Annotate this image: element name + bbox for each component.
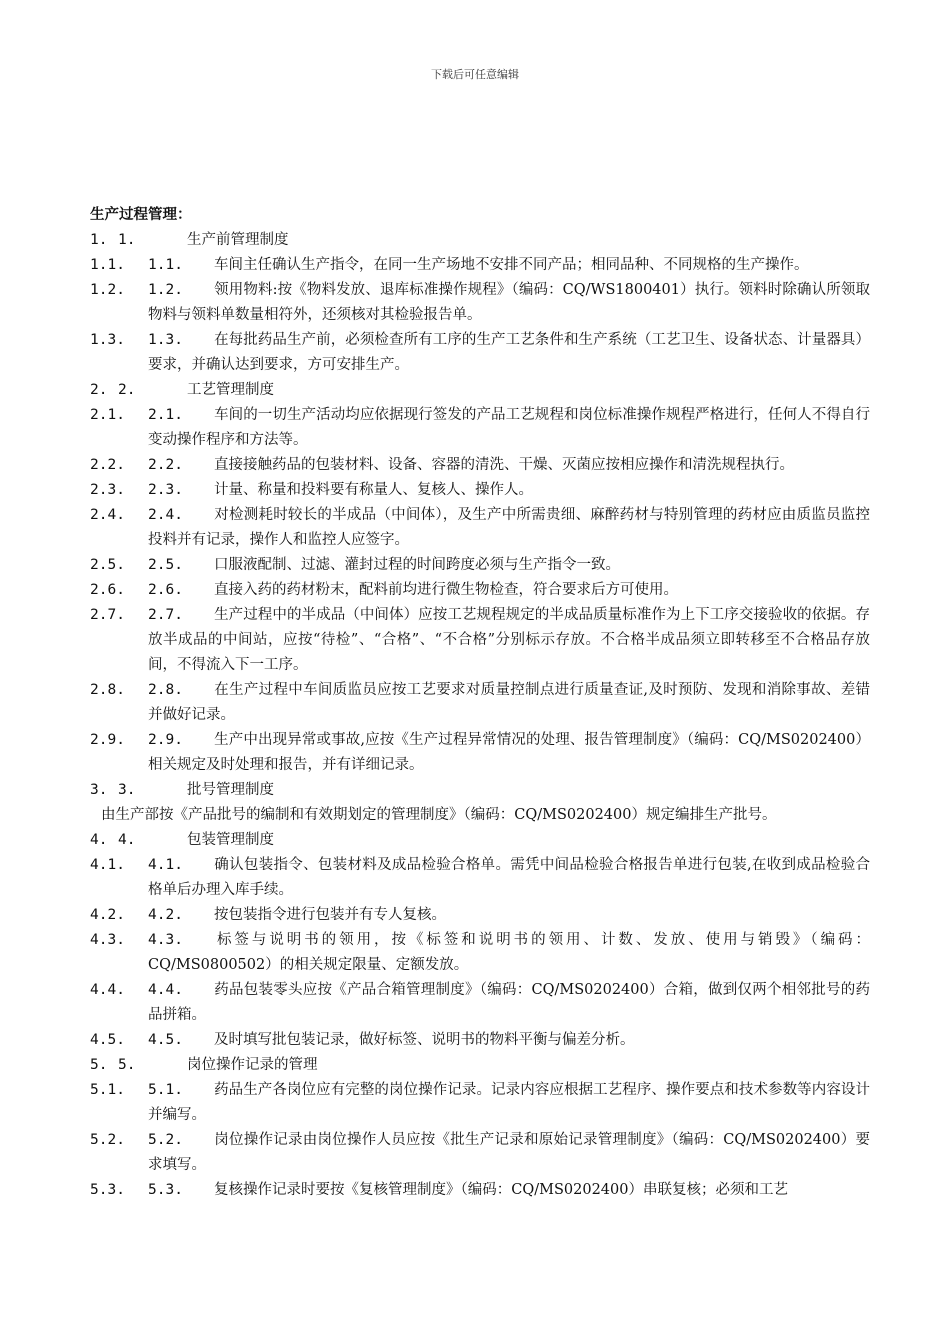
clause-item bbox=[90, 553, 870, 578]
section-number: 3. bbox=[90, 782, 108, 798]
clause-text: 药品生产各岗位应有完整的岗位操作记录。记录内容应根据工艺程序、操作要点和技术参数等内容设计并编写。 bbox=[148, 1082, 870, 1123]
clause-item bbox=[90, 503, 870, 553]
clause-number: 1.2. bbox=[90, 282, 125, 298]
clause-number-repeat: 1.2. bbox=[148, 282, 183, 298]
section-heading bbox=[90, 1053, 870, 1078]
clause-number-repeat: 1.1. bbox=[148, 257, 183, 273]
clause-number-repeat: 2.4. bbox=[148, 507, 183, 523]
clause-number: 5.1. bbox=[90, 1082, 125, 1098]
clause-number-repeat: 2.2. bbox=[148, 457, 183, 473]
clause-item bbox=[90, 978, 870, 1028]
clause-item bbox=[90, 578, 870, 603]
clause-text: 按包装指令进行包装并有专人复核。 bbox=[214, 907, 446, 923]
clause-number: 2.5. bbox=[90, 557, 125, 573]
section-number-repeat: 3. bbox=[118, 782, 136, 798]
page-header: 下载后可任意编辑 bbox=[431, 68, 519, 81]
section-number: 1. bbox=[90, 232, 108, 248]
clause-text: 在生产过程中车间质监员应按工艺要求对质量控制点进行质量查证,及时预防、发现和消除事故、差错并做好记录。 bbox=[148, 682, 870, 723]
clause-item bbox=[90, 1128, 870, 1178]
section-heading bbox=[90, 828, 870, 853]
clause-item bbox=[90, 603, 870, 678]
clause-number: 5.2. bbox=[90, 1132, 125, 1148]
clause-number: 2.1. bbox=[90, 407, 125, 423]
clause-item bbox=[90, 678, 870, 728]
clause-number: 4.5. bbox=[90, 1032, 125, 1048]
clause-number: 2.3. bbox=[90, 482, 125, 498]
clause-text: 确认包装指令、包装材料及成品检验合格单。需凭中间品检验合格报告单进行包装,在收到成品检验合格单后办理入库手续。 bbox=[148, 857, 870, 898]
clause-number: 2.9. bbox=[90, 732, 125, 748]
clause-number-repeat: 2.9. bbox=[148, 732, 183, 748]
clause-text: 领用物料:按《物料发放、退库标准操作规程》（编码：CQ/WS1800401）执行。领料时除确认所领取物料与领料单数量相符外，还须核对其检验报告单。 bbox=[148, 282, 870, 323]
clause-text: 生产过程中的半成品（中间体）应按工艺规程规定的半成品质量标准作为上下工序交接验收的依据。存放半成品的中间站，应按“待检”、“合格”、“不合格”分别标示存放。不合格半成品须立即转移至不合格品存放间，不得流入下一工序。 bbox=[148, 607, 870, 673]
clause-number-repeat: 4.4. bbox=[148, 982, 183, 998]
clause-number-repeat: 2.8. bbox=[148, 682, 183, 698]
section-number: 5. bbox=[90, 1057, 108, 1073]
clause-item bbox=[90, 1178, 870, 1203]
section-number: 2. bbox=[90, 382, 108, 398]
section-number-repeat: 1. bbox=[118, 232, 136, 248]
clause-number-repeat: 2.5. bbox=[148, 557, 183, 573]
clause-text: 计量、称量和投料要有称量人、复核人、操作人。 bbox=[214, 482, 533, 498]
clause-item bbox=[90, 853, 870, 903]
section-number-repeat: 2. bbox=[118, 382, 136, 398]
clause-text: 标签与说明书的领用，按《标签和说明书的领用、计数、发放、使用与销毁》（编码：CQ/MS0800502）的相关规定限量、定额发放。 bbox=[148, 932, 870, 973]
clause-text: 车间主任确认生产指令，在同一生产场地不安排不同产品；相同品种、不同规格的生产操作。 bbox=[214, 257, 809, 273]
clause-number-repeat: 5.3. bbox=[148, 1182, 183, 1198]
clause-number-repeat: 5.2. bbox=[148, 1132, 183, 1148]
clause-item bbox=[90, 478, 870, 503]
clause-text: 车间的一切生产活动均应依据现行签发的产品工艺规程和岗位标准操作规程严格进行，任何人不得自行变动操作程序和方法等。 bbox=[148, 407, 870, 448]
section-number-repeat: 4. bbox=[118, 832, 136, 848]
section-title: 生产前管理制度 bbox=[187, 232, 289, 248]
clause-item bbox=[90, 903, 870, 928]
clause-number: 1.1. bbox=[90, 257, 125, 273]
clause-item bbox=[90, 928, 870, 978]
clause-number: 2.7. bbox=[90, 607, 125, 623]
clause-item bbox=[90, 403, 870, 453]
clause-number-repeat: 5.1. bbox=[148, 1082, 183, 1098]
clause-item bbox=[90, 253, 870, 278]
clause-number-repeat: 2.7. bbox=[148, 607, 183, 623]
clause-number-repeat: 1.3. bbox=[148, 332, 183, 348]
clause-text: 口服液配制、过滤、灌封过程的时间跨度必须与生产指令一致。 bbox=[214, 557, 620, 573]
document-title: 生产过程管理： bbox=[90, 207, 192, 223]
section-title: 批号管理制度 bbox=[187, 782, 274, 798]
clause-text: 在每批药品生产前，必须检查所有工序的生产工艺条件和生产系统（工艺卫生、设备状态、计量器具）要求，并确认达到要求，方可安排生产。 bbox=[148, 332, 870, 373]
clause-number-repeat: 4.2. bbox=[148, 907, 183, 923]
clause-number: 4.4. bbox=[90, 982, 125, 998]
section-heading bbox=[90, 378, 870, 403]
section-title: 工艺管理制度 bbox=[187, 382, 274, 398]
clause-number: 4.3. bbox=[90, 932, 125, 948]
clause-text: 及时填写批包装记录，做好标签、说明书的物料平衡与偏差分析。 bbox=[214, 1032, 635, 1048]
clause-number: 2.4. bbox=[90, 507, 125, 523]
section-number: 4. bbox=[90, 832, 108, 848]
clause-item bbox=[90, 728, 870, 778]
section-heading bbox=[90, 778, 870, 803]
clause-number: 5.3. bbox=[90, 1182, 125, 1198]
clause-number: 2.2. bbox=[90, 457, 125, 473]
clause-item bbox=[90, 1028, 870, 1053]
section-number-repeat: 5. bbox=[118, 1057, 136, 1073]
clause-text: 药品包装零头应按《产品合箱管理制度》（编码：CQ/MS0202400）合箱，做到仅两个相邻批号的药品拼箱。 bbox=[148, 982, 870, 1023]
clause-text: 直接入药的药材粉末，配料前均进行微生物检查，符合要求后方可使用。 bbox=[214, 582, 678, 598]
clause-text: 复核操作记录时要按《复核管理制度》（编码：CQ/MS0202400）串联复核；必须和工艺 bbox=[214, 1182, 788, 1198]
clause-item bbox=[90, 278, 870, 328]
clause-number-repeat: 2.3. bbox=[148, 482, 183, 498]
clause-text: 岗位操作记录由岗位操作人员应按《批生产记录和原始记录管理制度》（编码：CQ/MS0202400）要求填写。 bbox=[148, 1132, 870, 1173]
section-title: 岗位操作记录的管理 bbox=[187, 1057, 318, 1073]
clause-item bbox=[90, 1078, 870, 1128]
clause-number-repeat: 2.6. bbox=[148, 582, 183, 598]
clause-number: 4.1. bbox=[90, 857, 125, 873]
clause-text: 生产中出现异常或事故,应按《生产过程异常情况的处理、报告管理制度》（编码：CQ/MS0202400）相关规定及时处理和报告，并有详细记录。 bbox=[148, 732, 870, 773]
clause-number-repeat: 4.3. bbox=[148, 932, 183, 948]
clause-number-repeat: 2.1. bbox=[148, 407, 183, 423]
clause-number: 2.8. bbox=[90, 682, 125, 698]
document-body bbox=[90, 203, 870, 1203]
clause-number: 1.3. bbox=[90, 332, 125, 348]
clause-number: 4.2. bbox=[90, 907, 125, 923]
clause-number-repeat: 4.1. bbox=[148, 857, 183, 873]
clause-item bbox=[90, 453, 870, 478]
paragraph: 由生产部按《产品批号的编制和有效期划定的管理制度》（编码：CQ/MS0202400）规定编排生产批号。 bbox=[101, 807, 777, 823]
section-heading bbox=[90, 228, 870, 253]
clause-number-repeat: 4.5. bbox=[148, 1032, 183, 1048]
clause-text: 对检测耗时较长的半成品（中间体），及生产中所需贵细、麻醉药材与特别管理的药材应由质监员监控投料并有记录，操作人和监控人应签字。 bbox=[148, 507, 870, 548]
clause-text: 直接接触药品的包装材料、设备、容器的清洗、干燥、灭菌应按相应操作和清洗规程执行。 bbox=[214, 457, 794, 473]
section-title: 包装管理制度 bbox=[187, 832, 274, 848]
clause-item bbox=[90, 328, 870, 378]
clause-number: 2.6. bbox=[90, 582, 125, 598]
